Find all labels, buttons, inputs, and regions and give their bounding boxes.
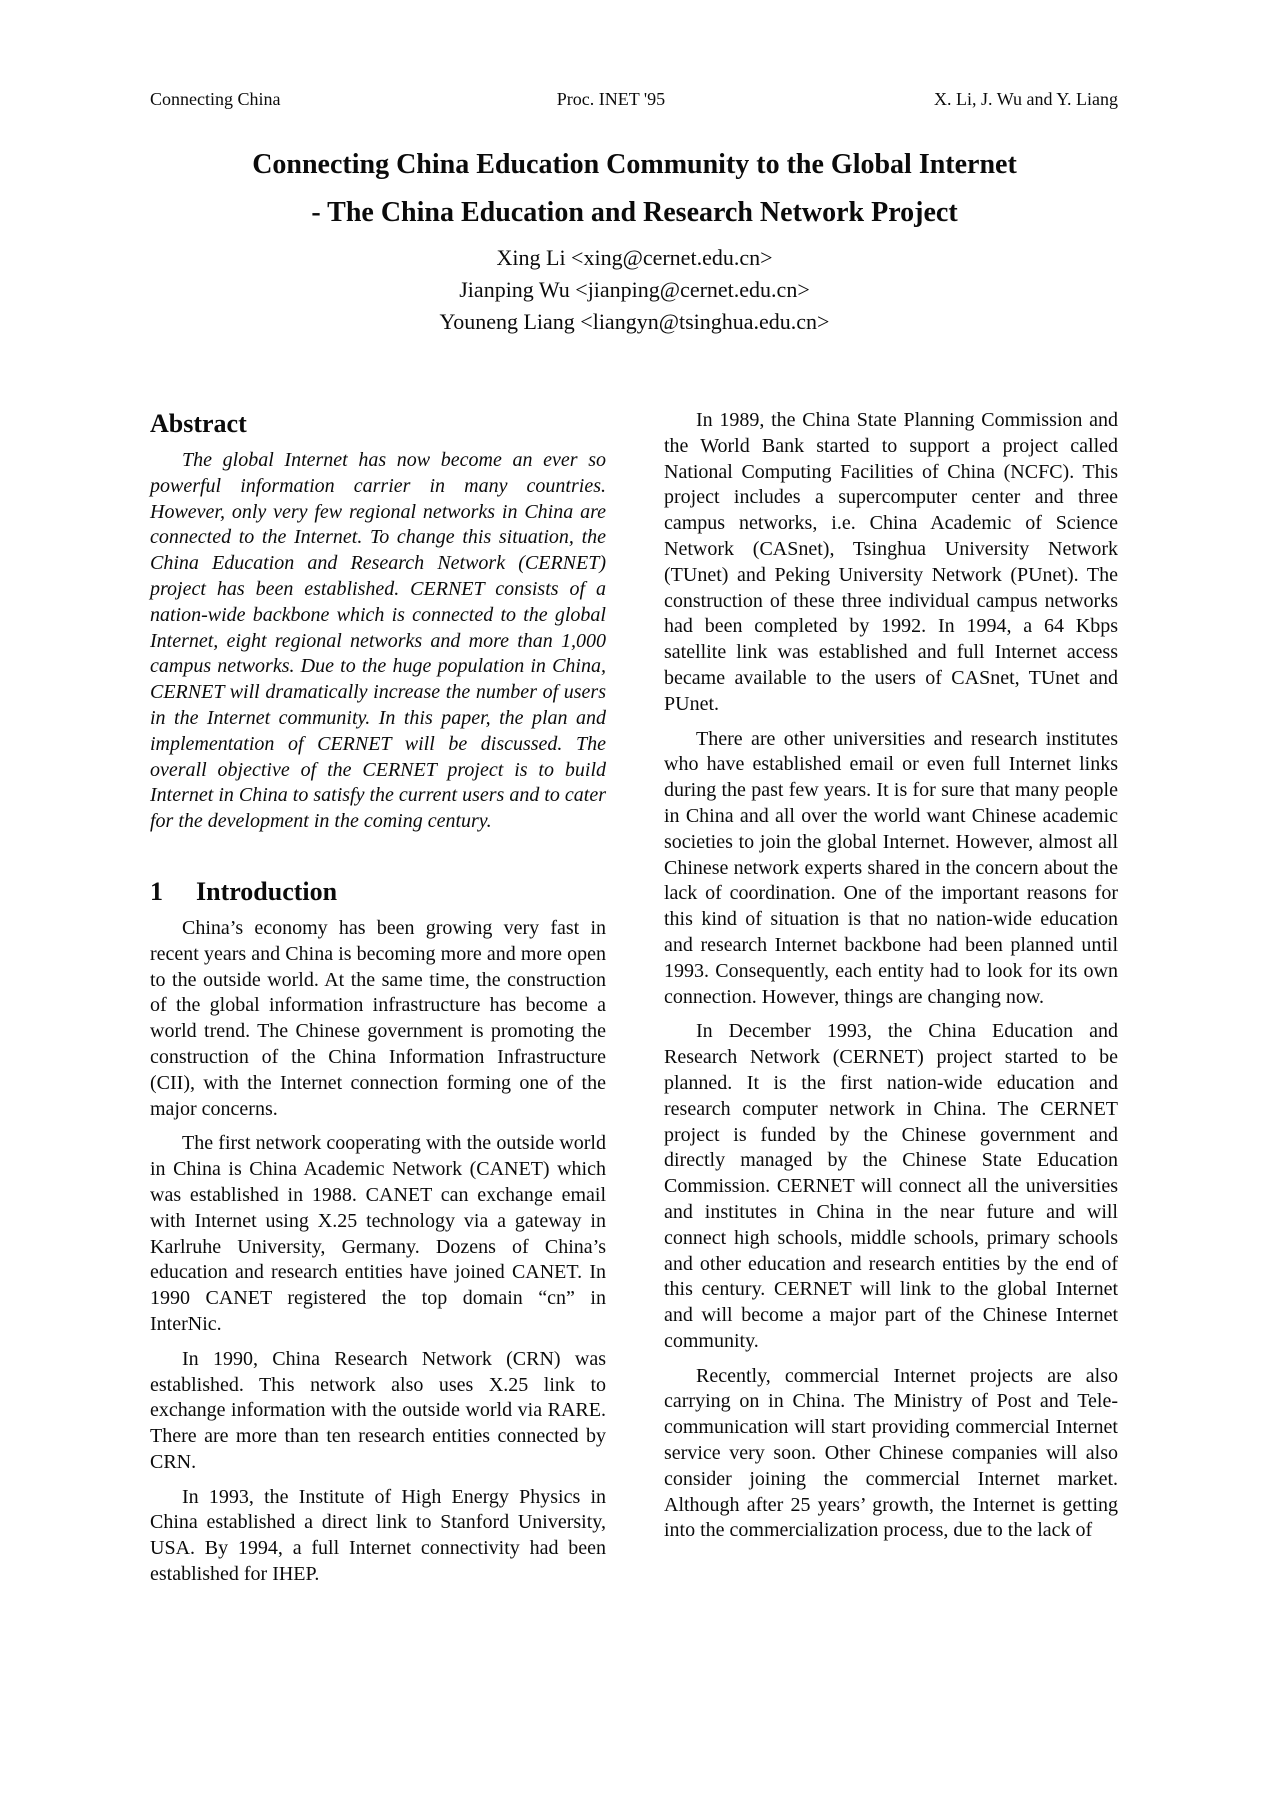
intro-paragraph-7: In December 1993, the China Education and Research Network (CERNET) project started to be planned. It is the first nation-wide education and research computer network in China. The CERNET project is funded by the Chinese government and directly managed by the Chinese State Education Commission. CERNET will connect all the universities and institutes in China in the near future and will connect high schools, middle schools, primary schools and other education and research entities by the end of this century. CERNET will link to the global Internet and will become a major part of the Chinese Internet community. [664,1020,1118,1352]
running-head-short-title: Connecting China [150,89,281,109]
title-block [0,148,1269,338]
running-head-proceedings: Proc. INET '95 [556,89,666,109]
author-list [0,242,1269,338]
running-head-authors: X. Li, J. Wu and Y. Liang [934,89,1118,109]
right-column [664,408,1118,1553]
section-title: Introduction [196,876,338,906]
section-heading-introduction [150,876,606,908]
intro-paragraph-1: China’s economy has been growing very fast in recent years and China is becoming more and more open to the outside world. At the same time, the construction of the global information infrastructure has become a world trend. The Chinese government is promoting the construction of the China Information Infrastructure (CII), with the Internet connection forming one of the major concerns. [150,916,606,1120]
left-column [150,408,606,1597]
intro-paragraph-2: The first network cooperating with the outside world in China is China Academic Network (CANET) which was established in 1988. CANET can exchange email with Internet using X.25 technology via a gateway in Karlruhe University, Germany. Dozens of China’s education and research entities have joined CANET. In 1990 CANET registered the top domain “cn” in InterNic. [150,1132,606,1335]
intro-paragraph-4: In 1993, the Institute of High Energy Physics in China established a direct link to Stanford University, USA. By 1994, a full Internet connectivity had been established for IHEP. [150,1485,606,1586]
abstract-text: The global Internet has now become an ever so powerful information carrier in many countries. However, only very few regional networks in China are connected to the Internet. To change this situation, the China Education and Research Network (CERNET) project has been established. CERNET consists of a nation-wide backbone which is connected to the global Internet, eight regional networks and more than 1,000 campus networks. Due to the huge population in China, CERNET will dramatically increase the number of users in the Internet community. In this paper, the plan and implementation of CERNET will be discussed. The overall objective of the CERNET project is to build Internet in China to satisfy the current users and to cater for the development in the coming century. [150,449,606,833]
paper-title-line-2: - The China Education and Research Network Project [311,197,958,228]
intro-paragraph-5: In 1989, the China State Planning Commission and the World Bank started to support a project called National Computing Facilities of China (NCFC). This project includes a supercomputer center and three campus networks, i.e. China Academic of Science Network (CASnet), Tsinghua University Network (TUnet) and Peking University Network (PUnet). The construction of these three individual campus networks had been completed by 1992. In 1994, a 64 Kbps satellite link was established and full Internet access became available to the users of CASnet, TUnet and PUnet. [664,409,1118,715]
running-head [150,88,1118,110]
author-line-3: Youneng Liang <liangyn@tsinghua.edu.cn> [439,309,830,334]
abstract-heading: Abstract [150,409,247,438]
intro-paragraph-8: Recently, commercial Internet projects are also carrying on in China. The Ministry of Post and Tele-communication will start providing commercial Internet service very soon. Other Chinese companies will also consider joining the commercial Internet market. Although after 25 years’ growth, the Internet is getting into the commercialization process, due to the lack of [664,1364,1118,1542]
intro-paragraph-3: In 1990, China Research Network (CRN) was established. This network also uses X.25 link to exchange information with the outside world via RARE. There are more than ten research entities connected by CRN. [150,1347,606,1473]
section-number: 1 [150,876,163,906]
author-line-1: Xing Li <xing@cernet.edu.cn> [496,245,773,270]
intro-paragraph-6: There are other universities and research institutes who have established email or even full Internet links during the past few years. It is for sure that many people in China and all over the world want Chinese academic societies to join the global Internet. However, almost all Chinese network experts shared in the concern about the lack of coordination. One of the important reasons for this kind of situation is that no nation-wide education and research Internet backbone had been planned until 1993. Consequently, each entity had to look for its own connection. However, things are changing now. [664,727,1118,1008]
author-line-2: Jianping Wu <jianping@cernet.edu.cn> [459,277,810,302]
paper-title-line-1: Connecting China Education Community to the Global Internet [252,149,1017,180]
